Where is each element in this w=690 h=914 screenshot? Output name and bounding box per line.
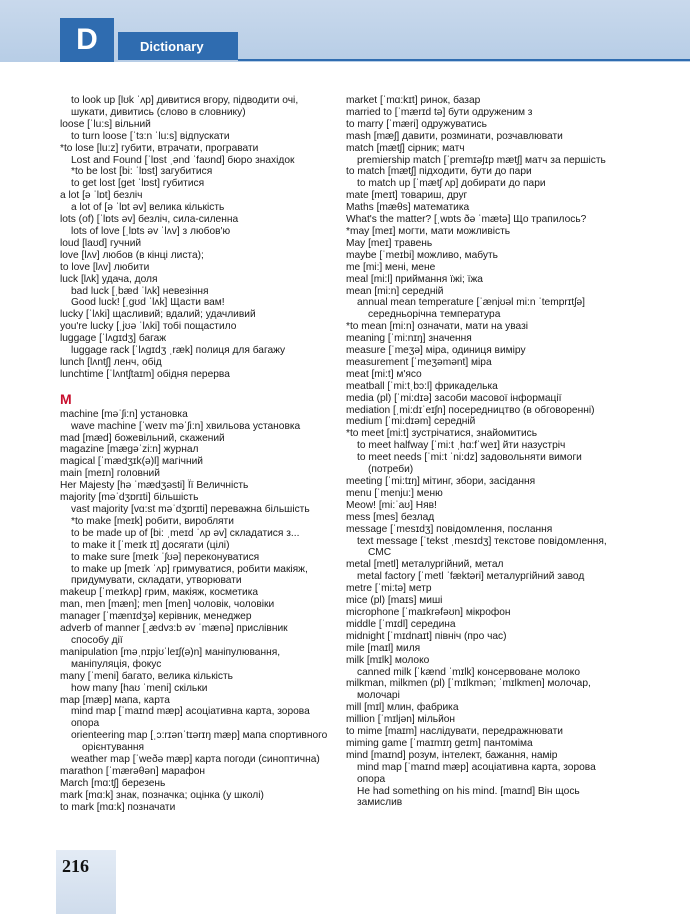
dictionary-entry: metal factory [ˈmetl ˈfæktəri] металургійний завод: [357, 571, 585, 583]
dictionary-entry: to meet needs [ˈmi:t ˈni:dz] задовольняти вимоги: [357, 452, 582, 464]
dictionary-entry: lots (of) [ˈlɒts əv] безліч, сила-силенна: [60, 214, 239, 226]
section-letter: D: [60, 18, 114, 62]
dictionary-entry: опора: [71, 718, 100, 730]
dictionary-entry: a lot of [ə ˈlɒt əv] велика кількість: [71, 202, 225, 214]
dictionary-entry: meeting [ˈmi:tɪŋ] мітинг, збори, засідання: [346, 476, 536, 487]
dictionary-entry: medium [ˈmi:dɪəm] середній: [346, 416, 476, 428]
dictionary-entry: loud [laʊd] гучний: [60, 237, 142, 249]
dictionary-entry: measure [ˈmeʒə] міра, одиниця виміру: [346, 345, 526, 357]
dictionary-entry: adverb of manner [ˌædvɜ:b əv ˈmænə] прислівник: [60, 623, 288, 635]
letter-heading: M: [60, 390, 72, 407]
dictionary-entry: mediation [ˌmi:dɪˈeɪʃn] посередництво (в обговоренні): [346, 404, 595, 416]
dictionary-entry: loose [ˈlu:s] вільний: [60, 118, 151, 130]
dictionary-entry: middle [ˈmɪdl] середина: [346, 618, 456, 630]
dictionary-entry: to meet halfway [ˈmi:t ˌhɑ:fˈweɪ] йти назустріч: [357, 440, 566, 452]
dictionary-entry: to look up [lʊk ˈʌp] дивитися вгору, підводити очі,: [71, 95, 299, 106]
dictionary-entry: mess [mes] безлад: [346, 511, 435, 523]
dictionary-entry: середньорічна температура: [368, 309, 501, 321]
dictionary-entry: He had something on his mind. [maɪnd] Він щось: [357, 785, 580, 797]
dictionary-entry: mad [mæd] божевільний, скажений: [60, 432, 225, 444]
dictionary-entry: mean [mi:n] середній: [346, 285, 444, 297]
dictionary-entry: замислив: [357, 797, 403, 809]
dictionary-entry: market [ˈmɑ:kɪt] ринок, базар: [346, 95, 481, 106]
dictionary-entry: me [mi:] мені, мене: [346, 261, 436, 273]
header-rule: [238, 59, 690, 61]
page-number: 216: [62, 856, 89, 876]
left-column: [60, 95, 360, 814]
dictionary-entry: orienteering map [ˌɔ:rɪənˈtɪərɪŋ mæp] мапа спортивного: [71, 730, 328, 742]
dictionary-entry: annual mean temperature [ˈænjʊəl mi:n ˈtemprɪtʃə]: [357, 297, 585, 309]
dictionary-entry: luggage rack [ˈlʌgɪdʒ ˌræk] полиця для багажу: [71, 345, 286, 357]
dictionary-entry: canned milk [ˈkænd ˈmɪlk] консервоване молоко: [357, 666, 580, 678]
dictionary-entry: how many [haʊ ˈmeni] скільки: [71, 682, 208, 694]
dictionary-entry: premiership match [ˈpremɪəʃɪp mætʃ] матч за першість: [357, 154, 606, 166]
dictionary-entry: menu [ˈmenju:] меню: [346, 487, 443, 499]
dictionary-entry: опора: [357, 773, 386, 785]
dictionary-entry: you're lucky [ˌjʊə ˈlʌki] тобі пощастило: [60, 321, 237, 333]
dictionary-entry: luggage [ˈlʌgɪdʒ] багаж: [60, 333, 167, 345]
dictionary-entry: орієнтування: [82, 742, 145, 754]
dictionary-entry: meat [mi:t] м'ясо: [346, 368, 422, 380]
dictionary-entry: to marry [ˈmæri] одружуватись: [346, 118, 487, 130]
dictionary-entry: meaning [ˈmi:nɪŋ] значення: [346, 333, 472, 345]
dictionary-entry: love [lʌv] любов (в кінці листа);: [60, 249, 204, 261]
dictionary-entry: married to [ˈmærɪd tə] бути одруженим з: [346, 106, 533, 118]
dictionary-entry: придумувати, складати, утворювати: [71, 575, 242, 587]
dictionary-entry: milkman, milkmen (pl) [ˈmɪlkmən; ˈmɪlkmen] молочар,: [346, 678, 591, 690]
right-column: [346, 95, 646, 809]
dictionary-entry: СМС: [368, 547, 392, 559]
dictionary-entry: шукати, дивитись (слово в словнику): [71, 106, 246, 118]
dictionary-entry: to match up [ˈmætʃ ʌp] добирати до пари: [357, 178, 546, 190]
dictionary-entry: to be made up of [bi: ˌmeɪd ˈʌp əv] складатися з...: [71, 527, 300, 539]
dictionary-entry: Her Majesty [hə ˈmædʒəsti] Її Величність: [60, 480, 249, 492]
dictionary-entry: mark [mɑ:k] знак, позначка; оцінка (у школі): [60, 789, 264, 801]
section-title: Dictionary: [118, 32, 238, 60]
dictionary-entry: main [meɪn] головний: [60, 468, 160, 480]
dictionary-entry: makeup [ˈmeɪkʌp] грим, макіяж, косметика: [60, 587, 259, 599]
dictionary-entry: to get lost [get ˈlɒst] губитися: [71, 178, 205, 190]
dictionary-entry: *to be lost [bi: ˈlɒst] загубитися: [71, 166, 213, 178]
dictionary-entry: mill [mɪl] млин, фабрика: [346, 702, 459, 714]
dictionary-entry: lunchtime [ˈlʌntʃtaɪm] обідня перерва: [60, 368, 230, 380]
dictionary-entry: message [ˈmesɪdʒ] повідомлення, послання: [346, 523, 553, 535]
dictionary-entry: mind [maɪnd] розум, інтелект, бажання, намір: [346, 749, 558, 761]
dictionary-entry: meal [mi:l] приймання їжі; їжа: [346, 273, 483, 285]
dictionary-entry: *to make [meɪk] робити, виробляти: [71, 515, 234, 527]
dictionary-entry: maybe [ˈmeɪbi] можливо, мабуть: [346, 249, 498, 261]
dictionary-entry: Good luck! [ˌgʊd ˈlʌk] Щасти вам!: [71, 297, 225, 309]
dictionary-entry: bad luck [ˌbæd ˈlʌk] невезіння: [71, 285, 209, 297]
dictionary-entry: vast majority [vɑ:st məˈdʒɒrɪti] переважна більшість: [71, 504, 310, 515]
dictionary-entry: lunch [lʌntʃ] ленч, обід: [60, 356, 162, 368]
dictionary-entry: to match [mætʃ] підходити, бути до пари: [346, 166, 532, 178]
dictionary-entry: *to lose [lu:z] губити, втрачати, програвати: [60, 142, 259, 154]
dictionary-entry: Meow! [mi:ˈaʊ] Няв!: [346, 499, 437, 511]
dictionary-entry: match [mætʃ] сірник; матч: [346, 142, 465, 154]
dictionary-entry: *to mean [mi:n] означати, мати на увазі: [346, 321, 529, 333]
dictionary-entry: маніпуляція, фокус: [71, 658, 162, 670]
dictionary-entry: What's the matter? [ˌwɒts ðə ˈmætə] Що трапилось?: [346, 214, 587, 226]
dictionary-entry: (потреби): [368, 464, 414, 476]
dictionary-entry: meatball [ˈmi:tˌbɔ:l] фрикаделька: [346, 380, 498, 392]
dictionary-entry: Lost and Found [ˈlɒst ˌənd ˈfaʊnd] бюро знахідок: [71, 154, 295, 166]
dictionary-entry: *may [meɪ] могти, мати можливість: [346, 225, 511, 237]
dictionary-entry: wave machine [ˈweɪv məˈʃi:n] хвильова установка: [71, 420, 301, 432]
dictionary-entry: map [mæp] мапа, карта: [60, 694, 170, 706]
dictionary-entry: Maths [mæθs] математика: [346, 202, 470, 214]
dictionary-entry: manager [ˈmænɪdʒə] керівник, менеджер: [60, 611, 252, 623]
dictionary-entry: to turn loose [ˈtɜ:n ˈlu:s] відпускати: [71, 130, 230, 142]
dictionary-entry: mice (pl) [maɪs] миші: [346, 595, 443, 607]
dictionary-entry: midnight [ˈmɪdnaɪt] північ (про час): [346, 630, 507, 642]
dictionary-entry: many [ˈmeni] багато, велика кількість: [60, 670, 233, 682]
dictionary-entry: metre [ˈmi:tə] метр: [346, 583, 432, 595]
dictionary-entry: mate [meɪt] товариш, друг: [346, 190, 468, 202]
dictionary-entry: metal [metl] металургійний, метал: [346, 559, 504, 571]
dictionary-entry: luck [lʌk] удача, доля: [60, 273, 158, 285]
dictionary-entry: to mark [mɑ:k] позначати: [60, 801, 176, 813]
dictionary-entry: to make sure [meɪk ˈʃʊə] переконуватися: [71, 551, 260, 563]
dictionary-entry: manipulation [məˌnɪpjʊˈleɪʃ(ə)n] маніпулювання,: [60, 646, 281, 658]
dictionary-entry: media (pl) [ˈmi:dɪə] засоби масової інформації: [346, 392, 562, 404]
dictionary-entry: mile [maɪl] миля: [346, 642, 421, 654]
dictionary-entry: microphone [ˈmaɪkrəfəʊn] мікрофон: [346, 606, 511, 618]
dictionary-entry: mind map [ˈmaɪnd mæp] асоціативна карта, зорова: [71, 706, 310, 718]
dictionary-entry: lots of love [ˌlɒts əv ˈlʌv] з любов'ю: [71, 225, 231, 237]
dictionary-entry: a lot [ə ˈlɒt] безліч: [60, 190, 143, 202]
dictionary-entry: March [mɑ:tʃ] березень: [60, 777, 166, 789]
dictionary-entry: miming game [ˈmaɪmɪŋ geɪm] пантоміма: [346, 737, 533, 749]
dictionary-entry: to love [lʌv] любити: [60, 261, 150, 273]
dictionary-entry: to make up [meɪk ˈʌp] гримуватися, робити макіяж,: [71, 563, 308, 575]
dictionary-entry: *to meet [mi:t] зустрічатися, знайомитись: [346, 428, 538, 440]
dictionary-entry: text message [ˈtekst ˌmesɪdʒ] текстове повідомлення,: [357, 535, 607, 547]
dictionary-entry: magazine [mægəˈzi:n] журнал: [60, 444, 199, 456]
dictionary-entry: молочарі: [357, 690, 400, 702]
dictionary-entry: May [meɪ] травень: [346, 237, 433, 249]
dictionary-entry: man, men [mæn]; men [men] чоловік, чоловіки: [60, 599, 275, 611]
dictionary-entry: million [ˈmɪljən] мільйон: [346, 714, 456, 726]
dictionary-entry: to mime [maɪm] наслідувати, передражнювати: [346, 726, 563, 738]
dictionary-entry: machine [məˈʃi:n] установка: [60, 408, 188, 420]
dictionary-entry: mind map [ˈmaɪnd mæp] асоціативна карта, зорова: [357, 761, 596, 773]
dictionary-entry: majority [məˈdʒɒrɪti] більшість: [60, 492, 199, 504]
dictionary-entry: weather map [ˈweðə mæp] карта погоди (синоптична): [71, 754, 320, 766]
dictionary-entry: lucky [ˈlʌki] щасливий; вдалий; удачливий: [60, 309, 256, 321]
dictionary-entry: magical [ˈmædʒɪk(ə)l] магічний: [60, 456, 203, 468]
dictionary-entry: способу дії: [71, 634, 123, 646]
dictionary-entry: milk [mɪlk] молоко: [346, 654, 430, 666]
dictionary-entry: mash [mæʃ] давити, розминати, розчавлювати: [346, 130, 563, 142]
dictionary-entry: marathon [ˈmærəθən] марафон: [60, 765, 206, 777]
dictionary-entry: to make it [ˈmeɪk ɪt] досягати (цілі): [71, 539, 230, 551]
dictionary-entry: measurement [ˈmeʒəmənt] міра: [346, 356, 492, 368]
